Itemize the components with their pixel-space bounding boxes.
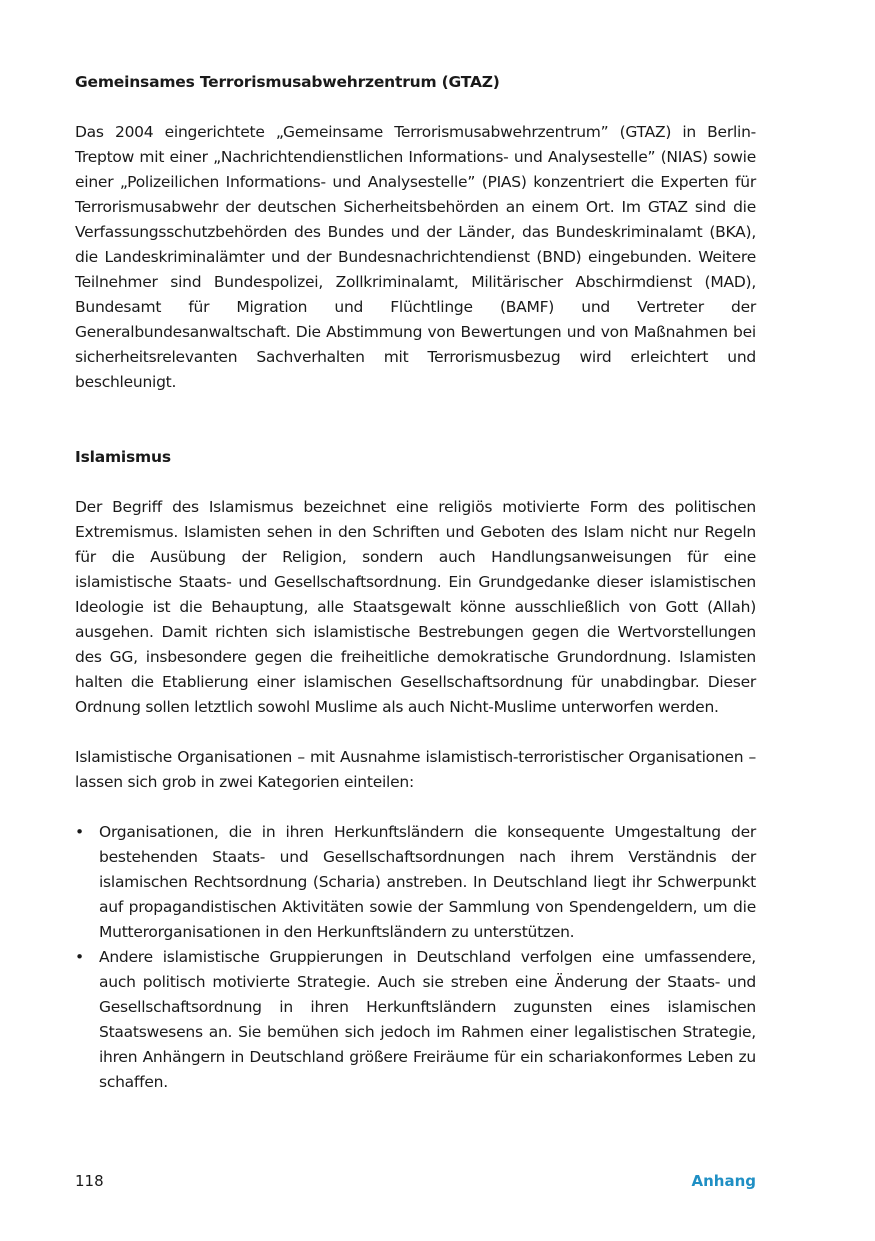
list-item — [75, 945, 756, 1095]
page-footer — [75, 1170, 756, 1192]
bullet-icon: • — [75, 948, 84, 966]
gtaz-paragraph: Das 2004 eingerichtete „Gemeinsame Terrorismusabwehrzentrum” (GTAZ) in Berlin-Treptow mit einer „Nachrichtendienstlichen Informations- und Analysestelle” (NIAS) sowie einer „Polizeilichen Informations- und Analysestelle” (PIAS) konzentriert die Experten für Terrorismusabwehr der deutschen Sicherheitsbehörden an einem Ort. Im GTAZ sind die Verfassungsschutzbehörden des Bundes und der Länder, das Bundeskriminalamt (BKA), die Landeskriminalämter und der Bundesnachrichtendienst (BND) eingebunden. Weitere Teilnehmer sind Bundespolizei, Zollkriminalamt, Militärischer Abschirmdienst (MAD), Bundesamt für Migration und Flüchtlinge (BAMF) und Vertreter der Generalbundesanwaltschaft. Die Abstimmung von Bewertungen und von Maßnahmen bei sicherheitsrelevanten Sachverhalten mit Terrorismusbezug wird erleichtert und beschleunigt. — [75, 123, 756, 391]
page-number: 118 — [75, 1172, 104, 1190]
section-spacer — [75, 420, 756, 445]
islamismus-paragraph-1: Der Begriff des Islamismus bezeichnet eine religiös motivierte Form des politischen Extremismus. Islamisten sehen in den Schriften und Geboten des Islam nicht nur Regeln für die Ausübung der Religion, sondern auch Handlungsanweisungen für eine islamistische Staats- und Gesellschaftsordnung. Ein Grundgedanke dieser islamistischen Ideologie ist die Behauptung, alle Staatsgewalt könne ausschließlich von Gott (Allah) ausgehen. Damit richten sich islamistische Bestrebungen gegen die Wertvorstellungen des GG, insbesondere gegen die freiheitliche demokratische Grundordnung. Islamisten halten die Etablierung einer islamischen Gesellschaftsordnung für unabdingbar. Dieser Ordnung sollen letztlich sowohl Muslime als auch Nicht-Muslime unterworfen werden. — [75, 498, 756, 716]
islamismus-heading: Islamismus — [75, 448, 171, 466]
list-item — [75, 820, 756, 945]
islamismus-paragraph-2: Islamistische Organisationen – mit Ausnahme islamistisch-terroristischer Organisationen – lassen sich grob in zwei Kategorien einteilen: — [75, 748, 756, 791]
list-item-text: Andere islamistische Gruppierungen in Deutschland verfolgen eine umfassendere, auch politisch motivierte Strategie. Auch sie streben eine Änderung der Staats- und Gesellschaftsordnung in ihren Herkunftsländern zugunsten eines islamischen Staatswesens an. Sie bemühen sich jedoch im Rahmen einer legalistischen Strategie, ihren Anhängern in Deutschland größere Freiräume für ein schariakonformes Leben zu schaffen. — [99, 948, 756, 1091]
organisation-categories-list — [75, 820, 756, 1095]
bullet-icon: • — [75, 823, 84, 841]
footer-section-label: Anhang — [691, 1172, 756, 1190]
page-content — [75, 70, 756, 1095]
list-item-text: Organisationen, die in ihren Herkunftsländern die konsequente Umgestaltung der bestehenden Staats- und Gesellschaftsordnungen nach ihrem Verständnis der islamischen Rechtsordnung (Scharia) anstreben. In Deutschland liegt ihr Schwerpunkt auf propagandistischen Aktivitäten sowie der Sammlung von Spendengeldern, um die Mutterorganisationen in den Herkunftsländern zu unterstützen. — [99, 823, 756, 941]
gtaz-heading: Gemeinsames Terrorismusabwehrzentrum (GTAZ) — [75, 73, 500, 91]
